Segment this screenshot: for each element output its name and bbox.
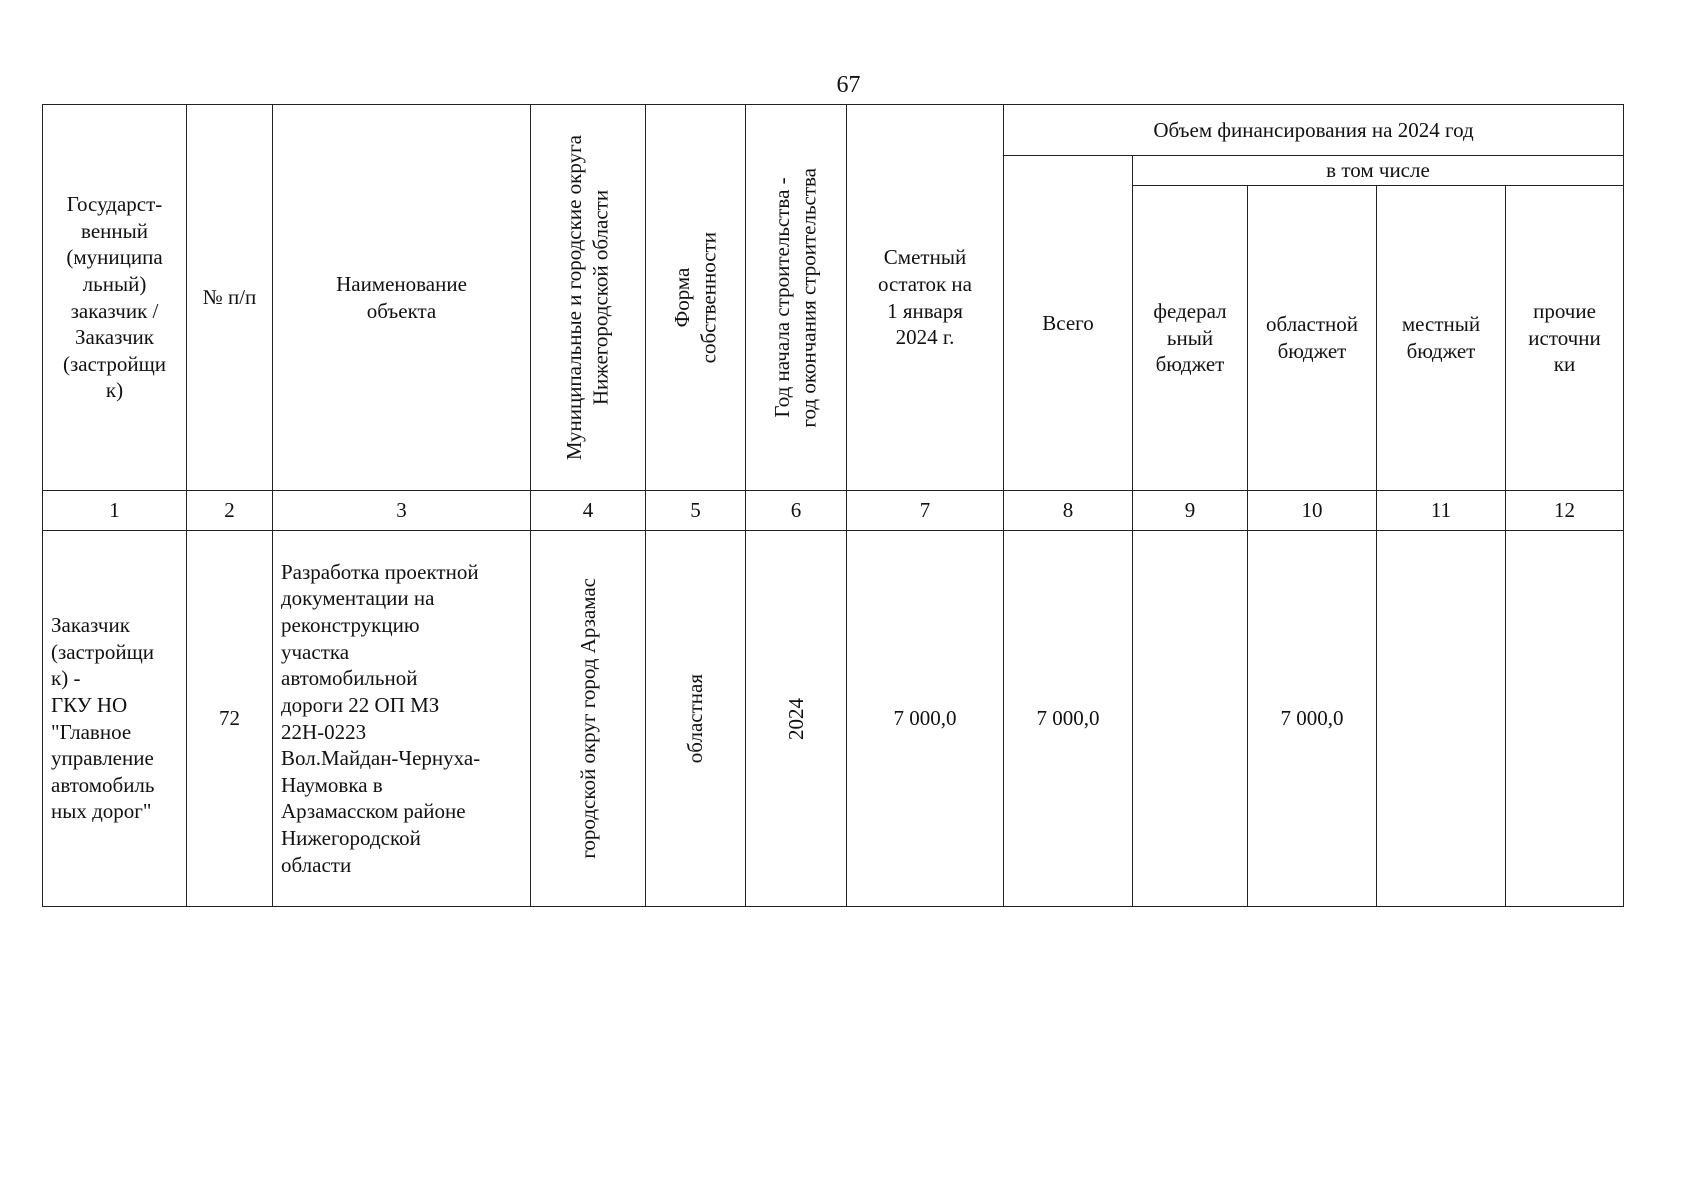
column-number: 8 <box>1004 491 1133 531</box>
column-number: 1 <box>43 491 187 531</box>
header-local: местный бюджет <box>1377 186 1506 491</box>
row-total: 7 000,0 <box>1004 531 1133 907</box>
row-municipality: городской округ город Арзамас <box>575 578 600 859</box>
header-total: Всего <box>1004 156 1133 491</box>
column-number: 7 <box>847 491 1004 531</box>
header-municipality-cell <box>531 105 646 491</box>
header-other: прочие источни ки <box>1506 186 1624 491</box>
row-federal <box>1133 531 1248 907</box>
column-number: 9 <box>1133 491 1248 531</box>
row-other <box>1506 531 1624 907</box>
header-ownership: Форма собственности <box>669 231 721 364</box>
row-ownership: областная <box>683 673 708 764</box>
column-number-row <box>43 491 1624 531</box>
row-ownership-cell <box>646 531 746 907</box>
row-object-name: Разработка проектной документации на реконструкцию участка автомобильной дороги 22 ОП МЗ 22Н-0223 Вол.Майдан-Чернуха- Наумовка в Арзамасском районе Нижегородской области <box>273 531 531 907</box>
row-num: 72 <box>187 531 273 907</box>
header-including: в том числе <box>1133 156 1624 186</box>
header-object-name: Наименование объекта <box>273 105 531 491</box>
column-number: 3 <box>273 491 531 531</box>
column-number: 12 <box>1506 491 1624 531</box>
financing-table <box>42 104 1624 907</box>
row-estimate: 7 000,0 <box>847 531 1004 907</box>
column-number: 5 <box>646 491 746 531</box>
row-regional: 7 000,0 <box>1248 531 1377 907</box>
row-years: 2024 <box>783 697 808 740</box>
column-number: 6 <box>746 491 847 531</box>
header-regional: областной бюджет <box>1248 186 1377 491</box>
header-years: Год начала строительства - год окончания строительства <box>770 167 821 428</box>
header-customer: Государст- венный (муниципа льный) заказчик / Заказчик (застройщи к) <box>43 105 187 491</box>
column-number: 10 <box>1248 491 1377 531</box>
column-number: 2 <box>187 491 273 531</box>
row-local <box>1377 531 1506 907</box>
table-row <box>43 531 1624 907</box>
header-num: № п/п <box>187 105 273 491</box>
header-financing: Объем финансирования на 2024 год <box>1004 105 1624 156</box>
header-estimate: Сметный остаток на 1 января 2024 г. <box>847 105 1004 491</box>
header-ownership-cell <box>646 105 746 491</box>
header-municipality: Муниципальные и городские округа Нижегородской области <box>562 134 613 461</box>
row-municipality-cell <box>531 531 646 907</box>
row-customer: Заказчик (застройщи к) - ГКУ НО "Главное управление автомобиль ных дорог" <box>43 531 187 907</box>
row-years-cell <box>746 531 847 907</box>
header-years-cell <box>746 105 847 491</box>
column-number: 4 <box>531 491 646 531</box>
header-row-1 <box>43 105 1624 156</box>
header-federal: федерал ьный бюджет <box>1133 186 1248 491</box>
page-number: 67 <box>836 72 861 98</box>
column-number: 11 <box>1377 491 1506 531</box>
